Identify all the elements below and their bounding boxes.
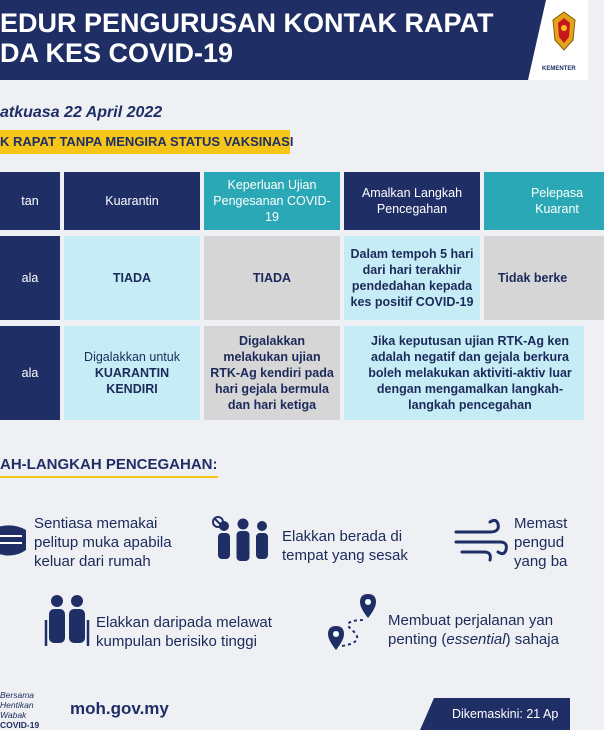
row2-kuarantin-line1: Digalakkan untuk: [84, 350, 180, 364]
header-ujian: Keperluan Ujian Pengesanan COVID-19: [204, 172, 340, 230]
website-link[interactable]: moh.gov.my: [70, 699, 169, 718]
crowd-icon: [212, 516, 274, 568]
effective-date: atkuasa 22 April 2022: [0, 104, 163, 121]
contact-banner: K RAPAT TANPA MENGIRA STATUS VAKSINASI: [0, 130, 290, 154]
route-pin-icon: [326, 592, 382, 652]
section-title: AH-LANGKAH PENCEGAHAN:: [0, 456, 218, 473]
update-date: Dikemaskini: 21 Ap: [452, 707, 559, 721]
row1-kuarantin: TIADA: [64, 236, 200, 320]
prevention-item-4: Elakkan daripada melawat kumpulan berisiko tinggi: [96, 614, 272, 650]
elderly-icon: [42, 592, 92, 648]
page-title: [0, 8, 494, 68]
footer: [0, 690, 570, 730]
row1-langkah: Dalam tempoh 5 hari dari hari terakhir pendedahan kepada kes positif COVID-19: [344, 236, 480, 320]
row2-label: ala: [0, 326, 60, 420]
prevention-item-3: Memast pengud yang ba: [514, 515, 568, 570]
row2-merged: Jika keputusan ujian RTK-Ag ken adalah negatif dan gejala berkura boleh melakukan aktiviti-aktiv luar dengan mengamalkan langkah-langkah pencegahan: [344, 326, 584, 420]
header-status: tan: [0, 172, 60, 230]
face-mask-icon: [0, 516, 30, 564]
section-underline: [0, 476, 218, 478]
campaign-logo: Bersama Hentikan Wabak COVID-19: [0, 690, 40, 730]
row2-kuarantin-line2: KUARANTIN KENDIRI: [94, 366, 170, 396]
title-line-1: EDUR PENGURUSAN KONTAK RAPAT: [0, 8, 494, 38]
ministry-label: KEMENTER: [542, 66, 576, 72]
title-line-2: DA KES COVID-19: [0, 38, 234, 68]
row1-pelepasan: Tidak berke: [484, 236, 604, 320]
row1-label: ala: [0, 236, 60, 320]
ventilation-icon: [454, 520, 510, 564]
row2-ujian: Digalakkan melakukan ujian RTK-Ag kendiri pada hari gejala bermula dan hari ketiga: [204, 326, 340, 420]
prevention-item-5: Membuat perjalanan yan penting (essential) sahaja: [388, 612, 559, 648]
header-bar: [0, 0, 576, 80]
row2-kuarantin: [64, 326, 200, 420]
header-pelepasan: Pelepasa Kuarant: [484, 172, 604, 230]
prevention-item-1: Sentiasa memakai pelitup muka apabila keluar dari rumah: [34, 515, 172, 570]
row1-ujian: TIADA: [204, 236, 340, 320]
header-kuarantin: Kuarantin: [64, 172, 200, 230]
prevention-item-2: Elakkan berada di tempat yang sesak: [282, 528, 408, 564]
header-langkah: Amalkan Langkah Pencegahan: [344, 172, 480, 230]
coat-of-arms-icon: [549, 10, 579, 54]
